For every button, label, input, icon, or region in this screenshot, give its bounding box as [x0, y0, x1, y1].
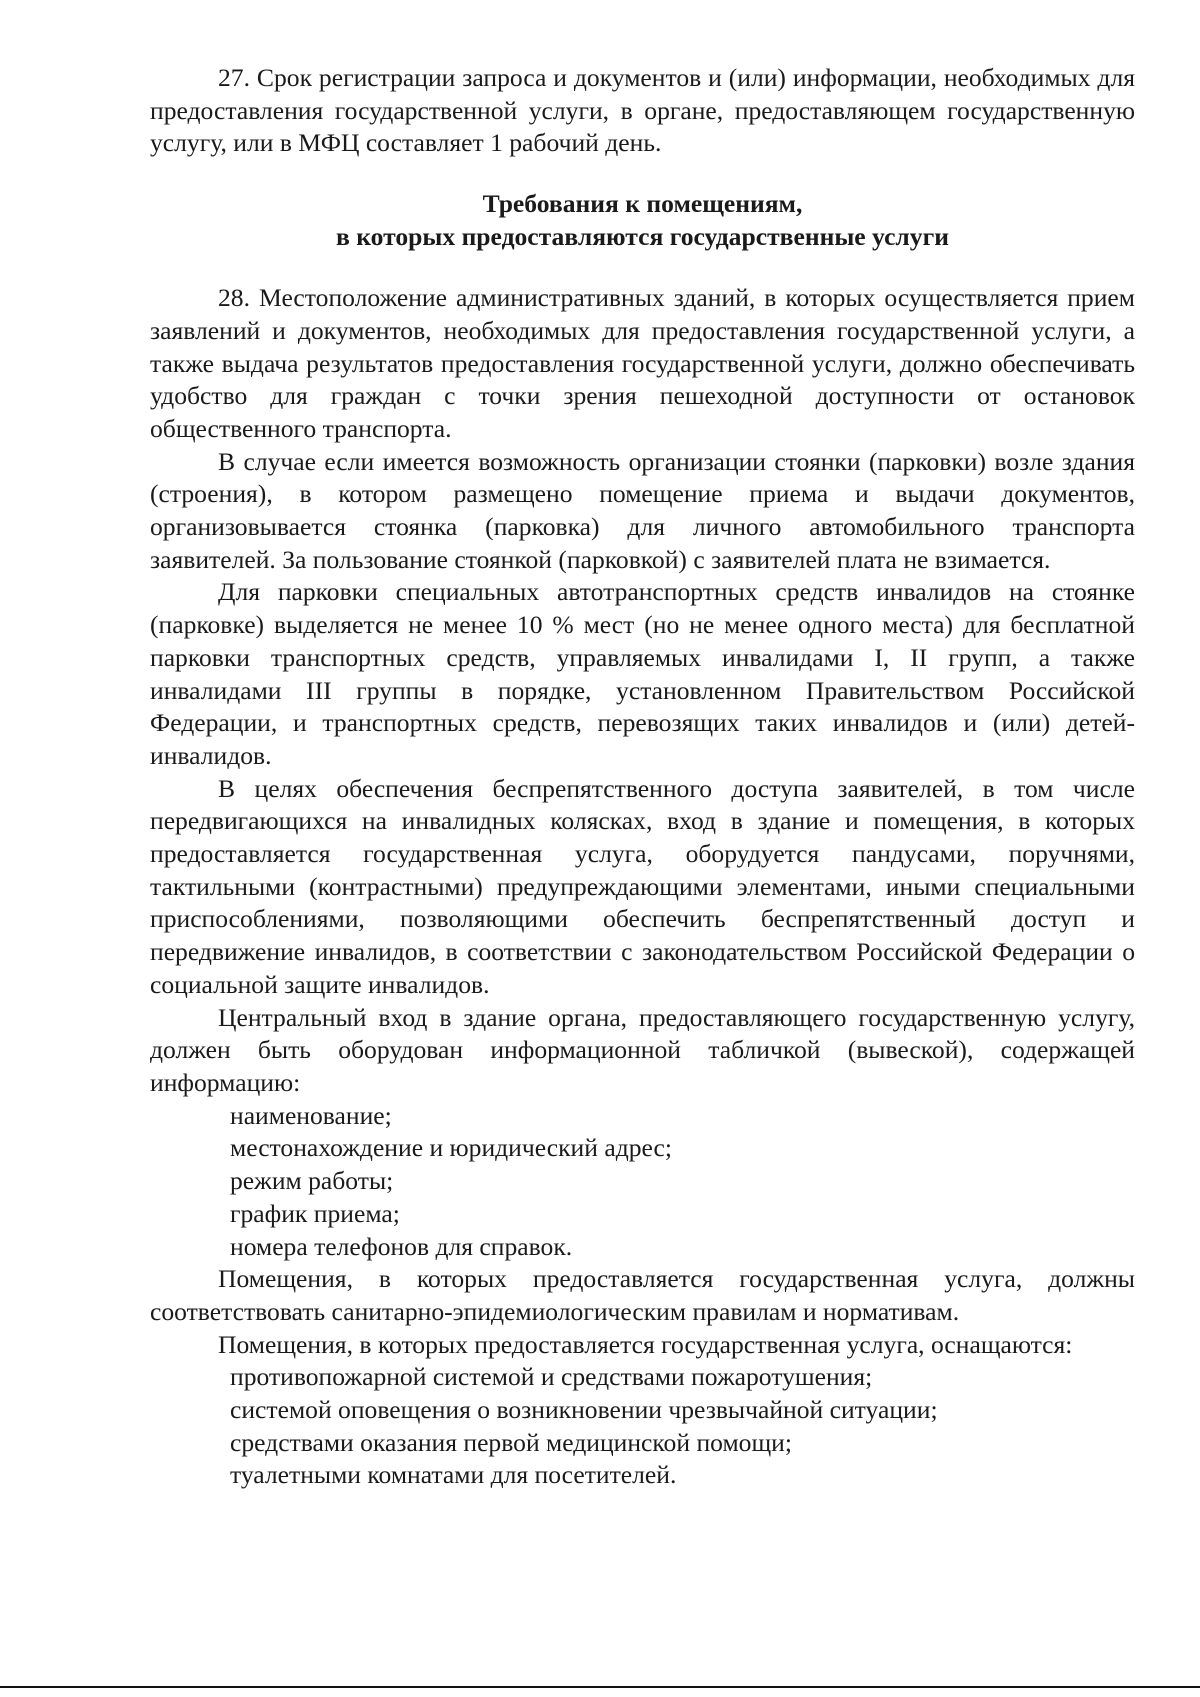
paragraph-access: В целях обеспечения беспрепятственного доступа заявителей, в том числе передвигающихся на инвалидных колясках, вход в здание и помещения, в которых предоставляется государственная услуга, оборудуется пандусами, поручнями, тактильными (контрастными) предупреждающими элементами, иными специальными приспособлениями, позволяющими обеспечить беспрепятственный доступ и передвижение инвалидов, в соответствии с законодательством Российской Федерации о социальной защите инвалидов.	[150, 773, 1135, 999]
list-item: номера телефонов для справок.	[230, 1231, 573, 1261]
equipment-list	[150, 1361, 1135, 1492]
list-item: режим работы;	[230, 1166, 394, 1196]
paragraph-28: 28. Местоположение административных зданий, в которых осуществляется прием заявлений и документов, необходимых для предоставления государственной услуги, а также выдача результатов предоставления государственной услуги, должно обеспечивать удобство для граждан с точки зрения пешеходной доступности от остановок общественного транспорта.	[150, 283, 1135, 443]
list-item: туалетными комнатами для посетителей.	[230, 1460, 677, 1490]
paragraph-disabled-parking: Для парковки специальных автотранспортных средств инвалидов на стоянке (парковке) выделяется не менее 10 % мест (но не менее одного места) для бесплатной парковки транспортных средств, управляемых инвалидами I, II групп, а также инвалидами III группы в порядке, установленном Правительством Российской Федерации, и транспортных средств, перевозящих таких инвалидов и (или) детей-инвалидов.	[150, 577, 1135, 770]
paragraph-entrance: Центральный вход в здание органа, предоставляющего государственную услугу, должен быть оборудован информационной табличкой (вывеской), содержащей информацию:	[150, 1002, 1135, 1097]
paragraph-27: 27. Срок регистрации запроса и документов и (или) информации, необходимых для предоставления государственной услуги, в органе, предоставляющем государственную услугу, или в МФЦ составляет 1 рабочий день.	[150, 63, 1135, 158]
list-item: наименование;	[230, 1100, 392, 1130]
document-page	[150, 62, 1135, 1492]
list-item: график приема;	[230, 1198, 400, 1228]
list-item: средствами оказания первой медицинской помощи;	[230, 1427, 792, 1457]
paragraph-equipped: Помещения, в которых предоставляется государственная услуга, оснащаются:	[218, 1329, 1073, 1359]
paragraph-parking: В случае если имеется возможность организации стоянки (парковки) возле здания (строения), в котором размещено помещение приема и выдачи документов, организовывается стоянка (парковка) для личного автомобильного транспорта заявителей. За пользование стоянкой (парковкой) с заявителей плата не взимается.	[150, 446, 1135, 574]
heading-line-2: в которых предоставляются государственные услуги	[336, 222, 949, 252]
list-item: местонахождение и юридический адрес;	[230, 1133, 672, 1163]
heading-line-1: Требования к помещениям,	[482, 189, 803, 219]
sign-info-list	[150, 1100, 1135, 1264]
section-heading	[150, 187, 1135, 253]
scan-edge-line	[0, 1686, 1200, 1688]
paragraph-sanitary: Помещения, в которых предоставляется государственная услуга, должны соответствовать санитарно-эпидемиологическим правилам и нормативам.	[150, 1264, 1135, 1326]
list-item: системой оповещения о возникновении чрезвычайной ситуации;	[230, 1395, 938, 1425]
list-item: противопожарной системой и средствами пожаротушения;	[230, 1362, 873, 1392]
